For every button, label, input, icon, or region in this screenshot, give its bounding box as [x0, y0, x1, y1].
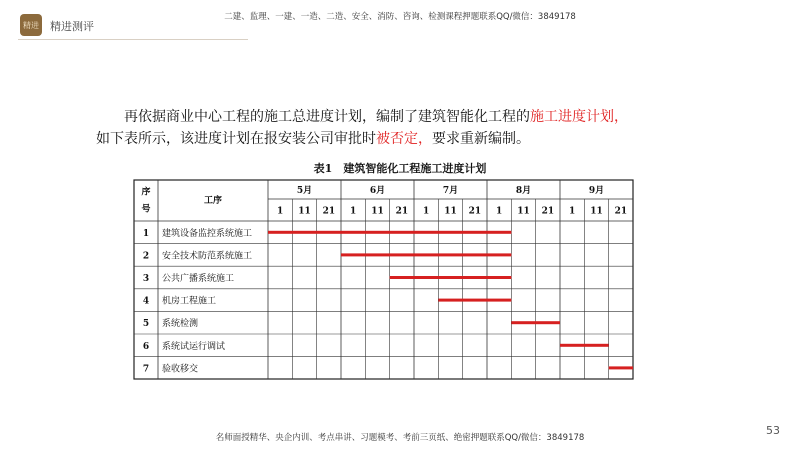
month-label: 6月	[369, 186, 386, 196]
row-number: 1	[142, 228, 150, 239]
paragraph-highlight-1: 施工进度计划，	[530, 109, 628, 125]
task-name: 机房工程施工	[162, 296, 217, 307]
day-label: 11	[590, 206, 603, 217]
task-name: 系统检测	[162, 319, 199, 330]
month-label: 7月	[442, 186, 459, 196]
day-label: 21	[541, 206, 555, 217]
gantt-bar	[438, 299, 511, 302]
row-number: 2	[142, 251, 150, 262]
day-label: 1	[423, 206, 430, 217]
day-label: 11	[371, 206, 384, 217]
day-label: 21	[468, 206, 482, 217]
task-name: 验收移交	[162, 364, 199, 375]
row-number: 6	[142, 341, 150, 352]
paragraph-highlight-2: 被否定，	[376, 131, 432, 147]
gantt-bar	[268, 231, 511, 234]
task-name: 安全技术防范系统施工	[162, 251, 253, 262]
brand-name: 精进测评	[50, 20, 94, 33]
paragraph-text-2: 如下表所示，该进度计划在报安装公司审批时	[96, 131, 376, 147]
header-seq-label: 序	[141, 187, 151, 198]
gantt-bar	[341, 253, 511, 256]
day-label: 21	[322, 206, 336, 217]
row-number: 5	[142, 319, 150, 330]
month-label: 8月	[515, 186, 532, 196]
brand-logo: 精进	[20, 14, 42, 36]
day-label: 1	[496, 206, 503, 217]
row-number: 7	[142, 364, 150, 375]
month-label: 5月	[296, 186, 313, 196]
day-label: 21	[395, 206, 409, 217]
footer-ad: 名师面授精华、央企内训、考点串讲、习题模考、考前三页纸、绝密押题联系QQ/微信：3849178	[215, 433, 585, 443]
day-label: 21	[614, 206, 628, 217]
gantt-bar	[609, 366, 633, 369]
day-label: 1	[277, 206, 284, 217]
row-number: 4	[142, 296, 150, 307]
day-label: 1	[569, 206, 576, 217]
header-ad: 二建、监理、一建、一造、二造、安全、消防、咨询、检测课程押题联系QQ/微信：3849178	[224, 12, 576, 22]
page-number: 53	[766, 424, 780, 437]
month-label: 9月	[588, 186, 605, 196]
gantt-bar	[560, 344, 609, 347]
gantt-bar	[511, 321, 560, 324]
row-number: 3	[142, 274, 150, 284]
paragraph-text-3: 要求重新编制。	[432, 131, 530, 147]
day-label: 11	[444, 206, 457, 217]
task-name: 公共广播系统施工	[162, 274, 235, 284]
table-caption: 表1 建筑智能化工程施工进度计划	[313, 162, 487, 175]
day-label: 11	[298, 206, 311, 217]
header-seq-label: 号	[141, 204, 151, 215]
task-name: 系统试运行调试	[162, 341, 226, 352]
header-process-label: 工序	[203, 196, 223, 206]
gantt-bar	[390, 276, 512, 279]
task-name: 建筑设备监控系统施工	[162, 228, 253, 239]
day-label: 1	[350, 206, 357, 217]
day-label: 11	[517, 206, 530, 217]
paragraph-text-1: 再依据商业中心工程的施工总进度计划，编制了建筑智能化工程的	[124, 109, 530, 125]
